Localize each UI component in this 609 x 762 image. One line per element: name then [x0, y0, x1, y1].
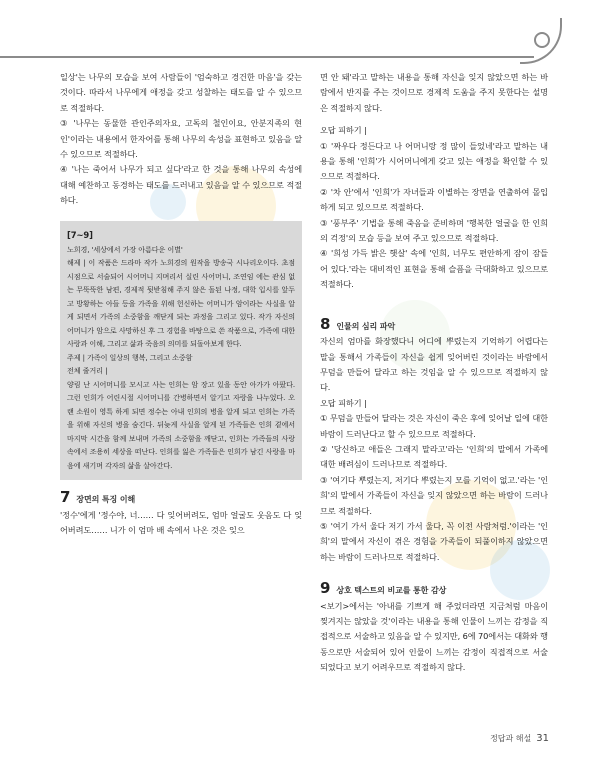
page-number: 31	[536, 733, 549, 744]
box-line: 주제 | 가족이 일상의 행복, 그리고 소중함	[67, 352, 193, 362]
answer-item: ① '짜우다 정든다고 나 어머니랑 정 많이 들었네'라고 말하는 내용을 통해 '인희'가 시어머니에게 갖고 있는 애정을 확인할 수 있으므로 적절하다.	[320, 140, 548, 182]
section-title: 상호 텍스트의 비교를 통한 감상	[336, 586, 447, 596]
section-heading-8	[320, 315, 548, 334]
section-heading-7	[60, 488, 302, 507]
answer-item: ② '차 안'에서 '인희'가 자녀들과 이별하는 장면을 연출하여 몰입하게 되고 있으므로 적절하다.	[320, 186, 548, 213]
wrong-answer-heading: 오답 피하기 |	[320, 125, 367, 136]
section-title: 인물의 심리 파악	[336, 321, 396, 331]
right-column	[320, 70, 548, 676]
section-title: 장면의 특징 이해	[76, 495, 136, 505]
left-column	[60, 70, 302, 538]
header-ornament-ring	[534, 32, 550, 48]
wrong-answer-heading: 오답 피하기 |	[320, 397, 367, 408]
section-number: 9	[320, 579, 331, 598]
answer-item: ③ '나무는 동물한 관인주의자요, 고독의 철인이요, 안분지족의 현인'이라는 내용에서 한자어를 통해 나무의 속성을 표현하고 있음을 알 수 있으므로 적절하다.	[60, 118, 302, 160]
right-paragraph: 면 안 돼'라고 말하는 내용을 통해 자신을 잊지 않았으면 하는 바람에서 반지를 주는 것이므로 경제적 도움을 주지 못한다는 설명은 적절하지 않다.	[320, 72, 548, 113]
section-number: 8	[320, 314, 331, 333]
section-number: 7	[60, 488, 71, 507]
footer-label: 정답과 해설	[490, 734, 532, 743]
box-title: [7~9]	[67, 229, 93, 240]
box-line: 노희경, '세상에서 가장 아름다운 이별'	[67, 244, 183, 254]
answer-item: ② '당신하고 애들은 그래지 말라고'라는 '인희'의 말에서 가족에 대한 배려심이 드러나므로 적절하다.	[320, 443, 548, 470]
page-footer	[490, 733, 549, 744]
answer-item: ⑤ '여기 가서 울다 저기 가서 울다, 꼭 이전 사람처럼.'이라는 '인희'의 말에서 자신이 겪은 경험을 가족들이 되풀이하지 않았으면 하는 바람이 드러나므로 적절하다.	[320, 520, 548, 562]
answer-item: ① 무덤을 만들어 달라는 것은 자신이 죽은 후에 잊어날 일에 대한 바람이 드러난다고 할 수 있으므로 적절하다.	[320, 413, 548, 439]
header-rule	[0, 56, 534, 58]
left-paragraph: 일상'는 나무의 모습을 보여 사람들이 '엄숙하고 경건한 마음'을 갖는 것이다. 따라서 나무에게 애정을 갖고 성찰하는 태도를 알 수 있으므로 적절하다.	[60, 72, 302, 113]
section-text: <보기>에서는 '아내를 기쁘게 해 주었더라면 지금처럼 마음이 찢겨지는 않았을 것'이라는 내용을 통해 인물이 느끼는 감정을 직접적으로 서술하고 있음을 알 수 있지만, 6에 70에서는 대화와 행동으로만 서술되어 있어 인물이 느끼는 감정이 직접적으로 서술되었다고 보기 어려우므로 적절하지 않다.	[320, 600, 548, 673]
answer-item: ③ '여기다 뿌렸는지, 저기다 뿌렸는지 모를 기억이 없고.'라는 '인희'의 말에서 가족들이 자신을 잊지 않았으면 하는 바람이 드러나므로 적절하다.	[320, 474, 548, 516]
section-text: 자신의 엄마를 화장했다니 어디에 뿌렸는지 기억하기 어렵다는 말을 통해서 가족들이 자신을 쉽게 잊어버린 것이라는 바람에서 무덤을 만들어 달라고 하는 것임을 알 수 있으므로 적절하지 않다.	[320, 336, 548, 393]
answer-item: ③ '풍부주' 기법을 통해 죽음을 준비하며 '행복한 얼굴을 한 인희의 걱정'의 모습 등을 보여 주고 있으므로 적절하다.	[320, 217, 548, 244]
box-line: 양림 난 시어머니를 모시고 사는 인희는 암 장고 있을 동안 아가가 아팠다. 그런 인희가 어린시절 시어머니를 간병하면서 알기고 자랑을 나누었다. 오랜 소원이 영특 하게 되면 정수는 아내 인희의 병을 알게 되고 인희는 가족을 위해 자신의 병을 숨긴다. 뒤늦게 사실을 알게 된 가족들은 인희 곁에서 마지막 시간을 함께 보내며 가족의 소중함을 깨닫고, 인희는 가족들의 사랑 속에서 조용히 세상을 떠난다. 인희를 잃은 가족들은 인희가 남긴 사랑을 마음에 새기며 각자의 삶을 살아간다.	[67, 379, 295, 470]
answer-item: ④ '희성 가득 밝은 햇살' 속에 '인희, 너무도 편안하게 잠이 잠들어 있다.'라는 대비적인 표현을 통해 슬픔을 극대화하고 있으므로 적절하다.	[320, 248, 548, 290]
section-heading-9	[320, 579, 548, 598]
passage-summary-box	[60, 221, 302, 481]
box-line: 해제 | 이 작품은 드라마 작가 노희경의 원작을 방송국 시나리오이다. 초점 시점으로 서술되어 시어머니 지며리서 실린 사어머니, 조연임 에는 관심 없는 무뚝뚝한 남편, 경제적 뒷받침해 주지 않은 돌된 나정, 대학 입시를 앞두고 방황하는 아들 등을 가족을 위해 헌신하는 어머니가 암이라는 사실을 알게 되면서 가족의 소중함을 깨닫게 되는 과정을 그리고 있다. 작가 자신의 어머니가 암으로 사망하신 후 그 경험을 바탕으로 쓴 작품으로, 가족에 대한 사랑과 이해, 그리고 삶과 죽음의 의미를 되돌아보게 한다.	[67, 258, 295, 349]
section-text: '정수'에게 '정수야, 너…… 다 잊어버려도, 엄마 얼굴도 웃음도 다 잊어버려도…… 니가 이 엄마 배 속에서 나온 것은 잊으	[60, 509, 302, 535]
box-line: 전체 줄거리 |	[67, 366, 108, 376]
answer-item: ④ '나는 죽어서 나무가 되고 싶다'라고 한 것을 통해 나무의 속성에 대해 예찬하고 동경하는 태도를 드러내고 있음을 알 수 있으므로 적절하다.	[60, 164, 302, 206]
